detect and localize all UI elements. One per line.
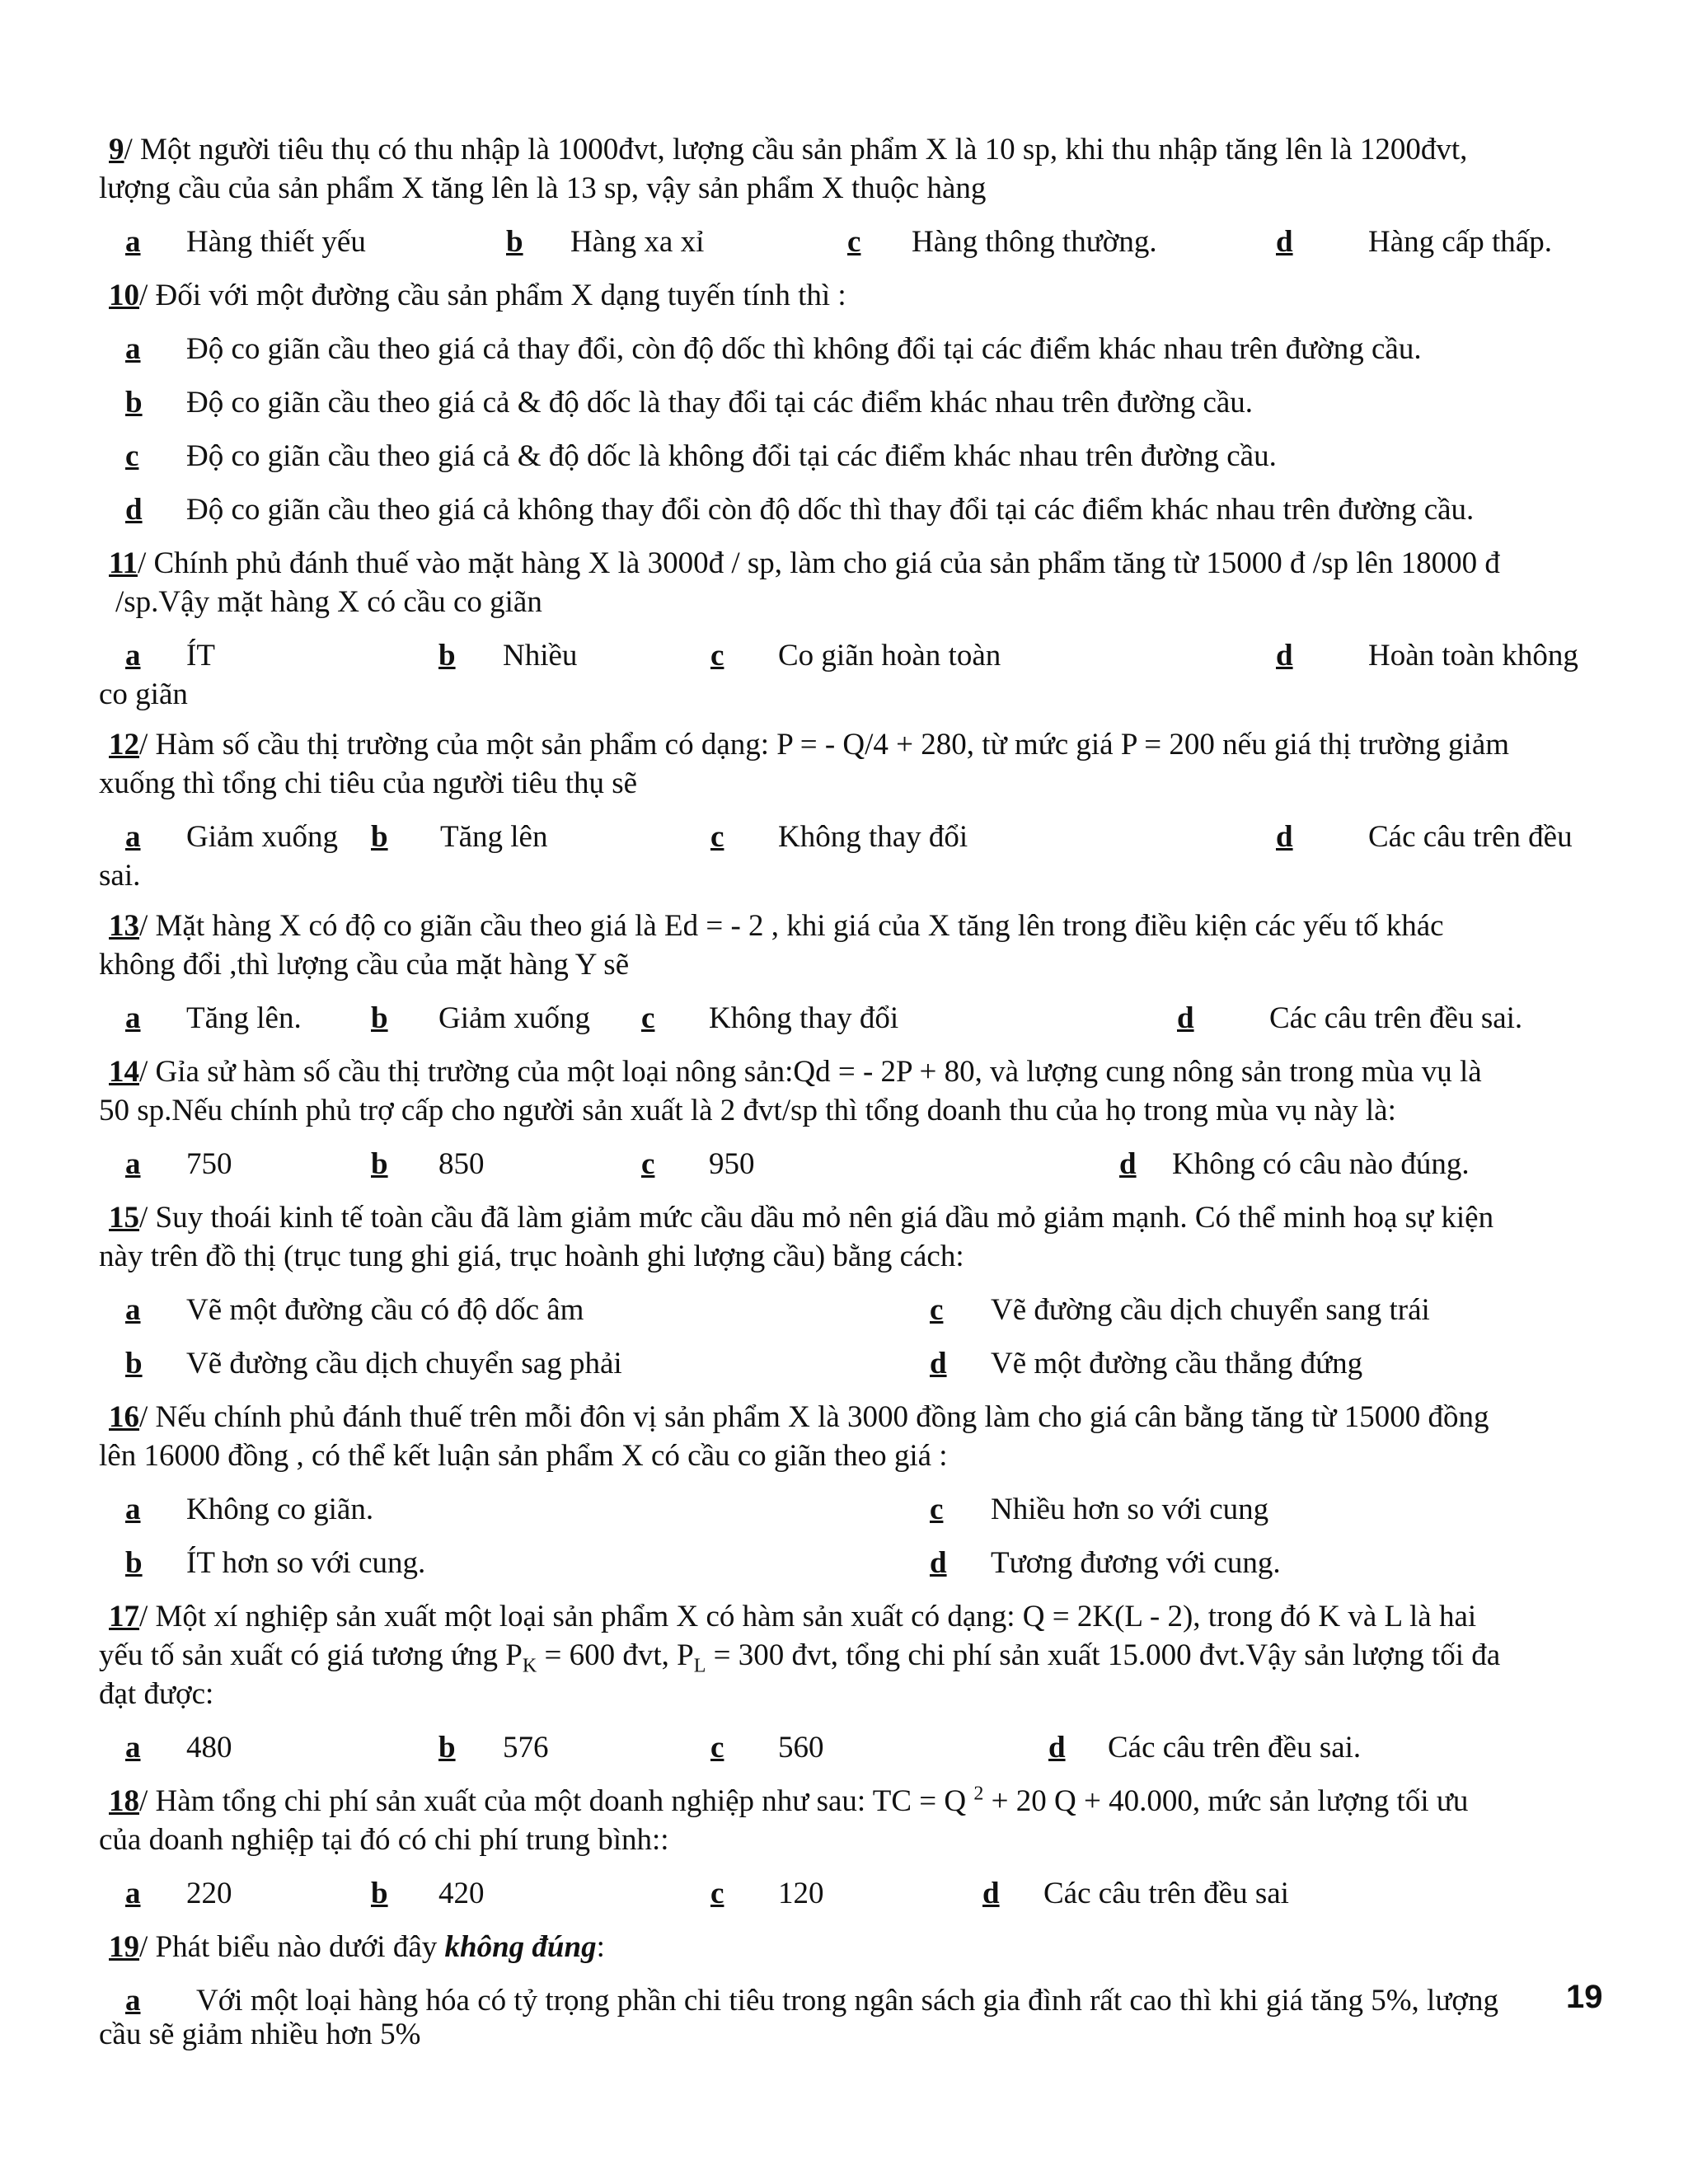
option-a[interactable]: a 480 [125, 1731, 232, 1765]
option-a[interactable]: a 750 [125, 1147, 232, 1181]
question-number: 18 [109, 1784, 139, 1818]
option-a-cont: cầu sẽ giảm nhiều hơn 5% [99, 2018, 421, 2051]
question-15 [99, 1198, 1615, 1383]
option-d[interactable]: d Các câu trên đều sai [982, 1877, 1289, 1910]
option-a[interactable]: a Với một loại hàng hóa có tỷ trọng phần chi tiêu trong ngân sách gia đình rất cao thì khi giá tăng 5%, lượng [125, 1984, 1498, 2018]
option-c[interactable]: c Vẽ đường cầu dịch chuyển sang trái [930, 1293, 1430, 1327]
question-14 [99, 1052, 1615, 1183]
question-number: 16 [109, 1400, 139, 1434]
options-grid [99, 1490, 1615, 1582]
options-row [99, 223, 1615, 261]
option-c[interactable]: c Không thay đổi [641, 1001, 899, 1035]
question-stem-cont: yếu tố sản xuất có giá tương ứng $P_K = 600$ đvt, $P_L = 300$ đvt, tổng chi phí sản xuất 15.000 đvt.Vậy sản lượng tối đa [99, 1638, 1501, 1677]
question-number: 11 [109, 546, 138, 580]
question-stem-cont: đạt được: [99, 1677, 214, 1711]
option-a[interactable]: a Hàng thiết yếu [125, 225, 366, 259]
option-b[interactable]: b Vẽ đường cầu dịch chuyển sag phải [125, 1347, 622, 1380]
exam-page [99, 130, 1615, 2054]
option-a[interactable]: a Giảm xuống [125, 820, 338, 854]
option-a[interactable]: a Vẽ một đường cầu có độ dốc âm [125, 1293, 584, 1327]
option-d-cont: sai. [99, 859, 141, 893]
option-d[interactable]: d Các câu trên đều [1276, 820, 1573, 854]
question-stem-cont: này trên đồ thị (trục tung ghi giá, trục hoành ghi lượng cầu) bằng cách: [99, 1240, 964, 1273]
options-row [99, 1728, 1615, 1767]
options-row [99, 1874, 1615, 1913]
option-c[interactable]: c Độ co giãn cầu theo giá cả & độ dốc là không đổi tại các điểm khác nhau trên đường cầu. [125, 439, 1277, 473]
question-stem-cont: xuống thì tổng chi tiêu của người tiêu thụ sẽ [99, 766, 638, 800]
question-10 [99, 276, 1615, 529]
option-b[interactable]: b Độ co giãn cầu theo giá cả & độ dốc là thay đổi tại các điểm khác nhau trên đường cầu. [125, 386, 1254, 419]
option-c[interactable]: c Hàng thông thường. [847, 225, 1157, 259]
question-18 [99, 1782, 1615, 1913]
question-number: 14 [109, 1055, 139, 1089]
option-b[interactable]: b 850 [371, 1147, 485, 1181]
question-stem-cont: /sp.Vậy mặt hàng X có cầu co giãn [115, 585, 542, 619]
option-d[interactable]: d Hàng cấp thấp. [1276, 225, 1552, 259]
question-stem: / Phát biểu nào dưới đây không đúng: [139, 1930, 605, 1964]
question-number: 17 [109, 1600, 139, 1633]
question-stem: / Một xí nghiệp sản xuất một loại sản phẩm X có hàm sản xuất có dạng: Q = 2K(L - 2), trong đó K và L là hai [139, 1600, 1477, 1633]
option-d[interactable]: d Không có câu nào đúng. [1119, 1147, 1470, 1181]
question-12 [99, 725, 1615, 895]
question-stem: / Hàm tổng chi phí sản xuất của một doanh nghiệp như sau: TC = Q $^2$ + 20 Q + 40.000, mức sản lượng tối ưu [139, 1783, 1469, 1818]
question-13 [99, 907, 1615, 1038]
option-c[interactable]: c Nhiều hơn so với cung [930, 1493, 1269, 1526]
option-a[interactable]: a Không co giãn. [125, 1493, 374, 1526]
question-stem: / Hàm số cầu thị trường của một sản phẩm có dạng: P = - Q/4 + 280, từ mức giá P = 200 nếu giá thị trường giảm [139, 728, 1510, 762]
question-stem: / Nếu chính phủ đánh thuế trên mỗi đôn vị sản phẩm X là 3000 đồng làm cho giá cân bằng tăng từ 15000 đồng [139, 1400, 1489, 1434]
question-stem: / Mặt hàng X có độ co giãn cầu theo giá là Ed = - 2 , khi giá của X tăng lên trong điều kiện các yếu tố khác [139, 909, 1444, 943]
options-row [99, 636, 1615, 675]
question-stem: / Gỉa sử hàm số cầu thị trường của một loại nông sản:Qd = - 2P + 80, và lượng cung nông sản trong mùa vụ là [139, 1055, 1482, 1089]
option-c[interactable]: c 950 [641, 1147, 755, 1181]
question-stem: / Đối với một đường cầu sản phẩm X dạng tuyến tính thì : [139, 279, 846, 312]
question-stem-cont: của doanh nghiệp tại đó có chi phí trung bình:: [99, 1823, 669, 1857]
page-number: 19 [1566, 1979, 1603, 2015]
question-number: 13 [109, 909, 139, 943]
question-number: 19 [109, 1930, 139, 1964]
question-19 [99, 1928, 1615, 2054]
option-a[interactable]: a 220 [125, 1877, 232, 1910]
option-b[interactable]: b 576 [438, 1731, 549, 1765]
option-a[interactable]: a Độ co giãn cầu theo giá cả thay đổi, còn độ dốc thì không đổi tại các điểm khác nhau trên đường cầu. [125, 332, 1422, 366]
options-row [99, 818, 1615, 856]
option-c[interactable]: c 560 [710, 1731, 824, 1765]
options-row [99, 1145, 1615, 1183]
option-c[interactable]: c 120 [710, 1877, 824, 1910]
question-17 [99, 1597, 1615, 1767]
question-stem: / Một người tiêu thụ có thu nhập là 1000đvt, lượng cầu sản phẩm X là 10 sp, khi thu nhập tăng lên là 1200đvt, [124, 133, 1468, 166]
question-11 [99, 544, 1615, 714]
option-d[interactable]: d Vẽ một đường cầu thẳng đứng [930, 1347, 1363, 1380]
option-b[interactable]: b 420 [371, 1877, 485, 1910]
option-d-cont: co giãn [99, 677, 188, 711]
question-stem-cont: lượng cầu của sản phẩm X tăng lên là 13 sp, vậy sản phẩm X thuộc hàng [99, 171, 987, 205]
question-number: 12 [109, 728, 139, 762]
question-number: 10 [109, 279, 139, 312]
option-d[interactable]: d Các câu trên đều sai. [1048, 1731, 1362, 1765]
question-9 [99, 130, 1615, 261]
option-a[interactable]: a Tăng lên. [125, 1001, 302, 1035]
option-c[interactable]: c Không thay đổi [710, 820, 968, 854]
question-stem-cont: không đổi ,thì lượng cầu của mặt hàng Y sẽ [99, 948, 630, 982]
option-c[interactable]: c Co giãn hoàn toàn [710, 639, 1001, 673]
option-b[interactable]: b Giảm xuống [371, 1001, 590, 1035]
question-stem-cont: lên 16000 đồng , có thể kết luận sản phẩm X có cầu co giãn theo giá : [99, 1439, 948, 1473]
option-b[interactable]: b Hàng xa xỉ [506, 225, 705, 259]
options-grid [99, 1291, 1615, 1383]
option-d[interactable]: d Hoàn toàn không [1276, 639, 1578, 673]
options-list [99, 330, 1615, 529]
option-b[interactable]: b ÍT hơn so với cung. [125, 1546, 426, 1580]
option-d[interactable]: d Độ co giãn cầu theo giá cả không thay đổi còn độ dốc thì thay đổi tại các điểm khác nhau trên đường cầu. [125, 493, 1475, 527]
question-stem: / Suy thoái kinh tế toàn cầu đã làm giảm mức cầu dầu mỏ nên giá dầu mỏ giảm mạnh. Có thể minh hoạ sự kiện [139, 1201, 1494, 1235]
question-number: 15 [109, 1201, 139, 1235]
question-stem: / Chính phủ đánh thuế vào mặt hàng X là 3000đ / sp, làm cho giá của sản phẩm tăng từ 15000 đ /sp lên 18000 đ [137, 546, 1500, 580]
option-b[interactable]: b Nhiều [438, 639, 578, 673]
question-stem-cont: 50 sp.Nếu chính phủ trợ cấp cho người sản xuất là 2 đvt/sp thì tổng doanh thu của họ trong mùa vụ này là: [99, 1094, 1396, 1127]
option-d[interactable]: d Các câu trên đều sai. [1177, 1001, 1523, 1035]
question-16 [99, 1398, 1615, 1582]
option-a[interactable]: a ÍT [125, 639, 215, 673]
option-d[interactable]: d Tương đương với cung. [930, 1546, 1281, 1580]
options-row [99, 999, 1615, 1038]
option-b[interactable]: b Tăng lên [371, 820, 548, 854]
question-number: 9 [109, 133, 124, 166]
